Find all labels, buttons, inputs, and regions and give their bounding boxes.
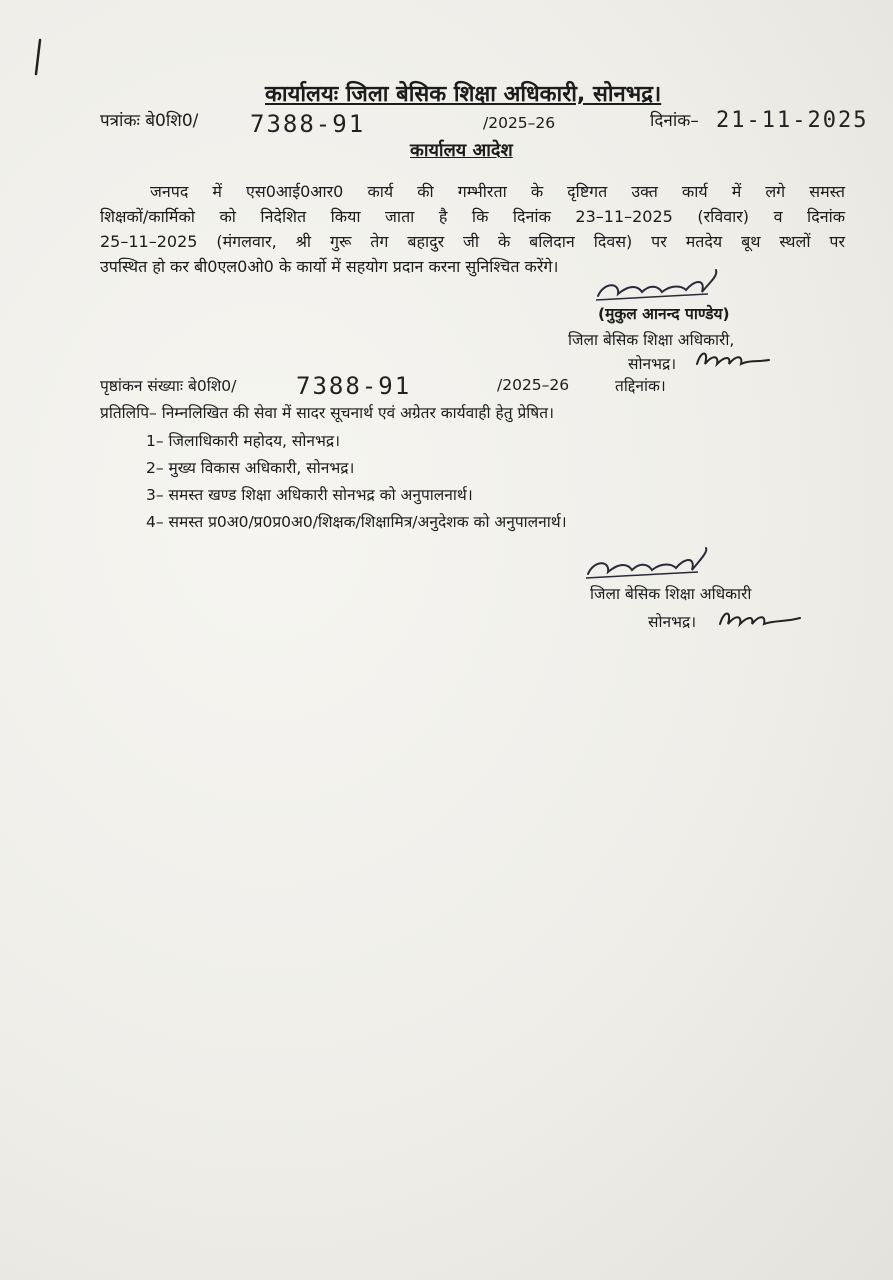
officer-name: (मुकुल आनन्द पाण्डेय) [598,305,730,323]
officer-place: सोनभद्र। [628,355,677,373]
copy-item-3: 3– समस्त खण्ड शिक्षा अधिकारी सोनभद्र को अनुपालनार्थ। [146,486,473,504]
paragraph-line-4: उपस्थित हो कर बी0एल0ओ0 के कार्यो में सहयोग प्रदान करना सुनिश्चित करेंगे। [100,257,559,276]
endorsement-number-handwritten: 7388-91 [296,372,412,400]
handwritten-signature-2 [580,546,720,584]
paragraph-line-1: जनपद में एस0आई0आर0 कार्य की गम्भीरता के दृष्टिगत उक्त कार्य में लगे समस्त [150,182,845,201]
endorsement-date: तद्दिनांक। [615,377,666,395]
order-title: कार्यालय आदेश [410,140,513,161]
letter-session: /2025–26 [483,114,556,132]
copy-line: प्रतिलिपि– निम्नलिखित की सेवा में सादर सूचनार्थ एवं अग्रेतर कार्यवाही हेतु प्रेषित। [100,404,554,422]
officer-designation-2: जिला बेसिक शिक्षा अधिकारी [590,585,752,603]
office-title: कार्यालयः जिला बेसिक शिक्षा अधिकारी, सोनभद्र। [265,82,662,107]
letter-number-label: पत्रांकः बे0शि0/ [100,111,199,131]
letter-number-handwritten: 7388-91 [250,110,366,138]
endorsement-session: /2025–26 [497,376,570,394]
date-handwritten: 21-11-2025 [716,108,869,133]
date-label: दिनांक– [650,111,699,131]
officer-place-2: सोनभद्र। [648,613,697,631]
copy-item-4: 4– समस्त प्र0अ0/प्र0प्र0अ0/शिक्षक/शिक्षामित्र/अनुदेशक को अनुपालनार्थ। [146,513,567,531]
paragraph-line-2: शिक्षकों/कार्मिको को निदेशित किया जाता है कि दिनांक 23–11–2025 (रविवार) व दिनांक [100,207,846,226]
initials-signature-2 [716,606,806,632]
endorsement-label: पृष्ठांकन संख्याः बे0शि0/ [100,377,237,395]
officer-designation: जिला बेसिक शिक्षा अधिकारी, [568,331,735,349]
pen-mark [30,38,50,78]
initials-signature [693,346,773,372]
copy-item-2: 2– मुख्य विकास अधिकारी, सोनभद्र। [146,459,355,477]
paragraph-line-3: 25–11–2025 (मंगलवार, श्री गुरू तेग बहादुर जी के बलिदान दिवस) पर मतदेय बूथ स्थलों पर [100,232,845,251]
copy-item-1: 1– जिलाधिकारी महोदय, सोनभद्र। [146,432,341,450]
